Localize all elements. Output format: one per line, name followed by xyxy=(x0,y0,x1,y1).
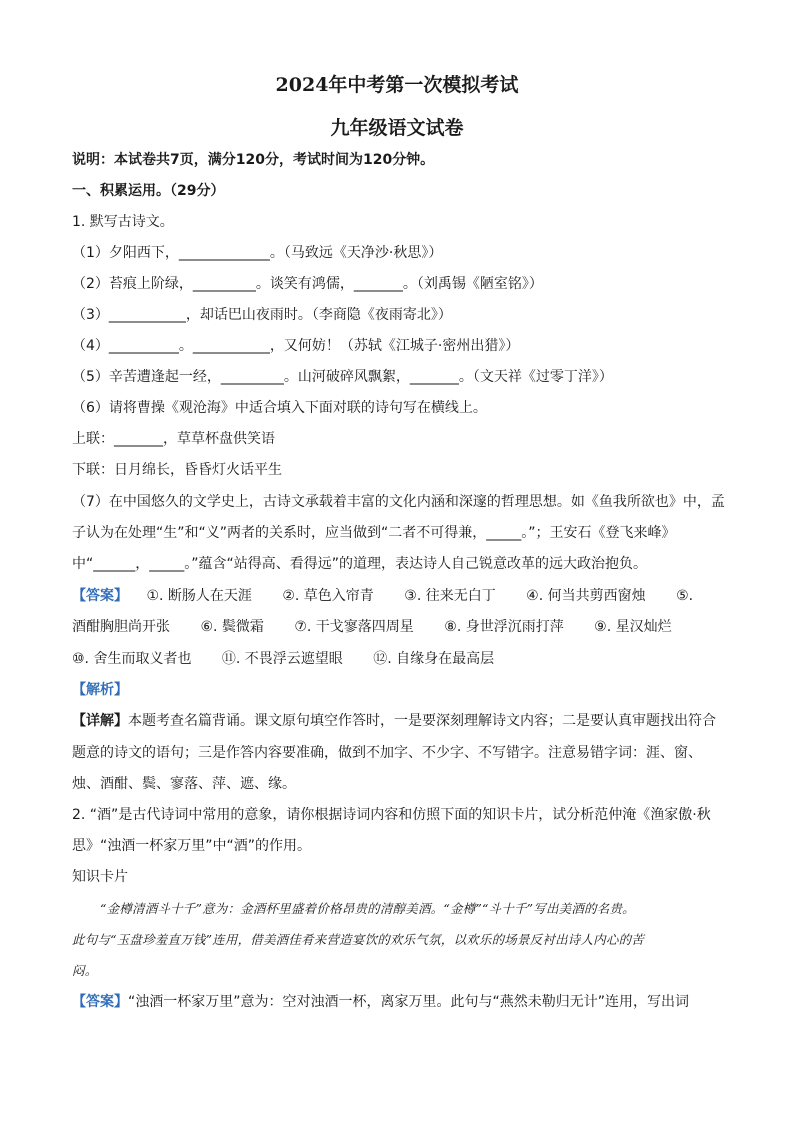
q1-line-7a: （7）在中国悠久的文学史上，古诗文承载着丰富的文化内涵和深邃的哲理思想。如《鱼我所欲也》中，孟 xyxy=(72,494,725,510)
knowledge-card-line-1: “金樽清酒斗十千”意为：金酒杯里盛着价格昂贵的清醇美酒。“金樽”“斗十千”写出美酒的名贵。 xyxy=(100,901,635,916)
q1-line-3: （3）___________，却话巴山夜雨时。（李商隐《夜雨寄北》） xyxy=(72,307,452,323)
q2-answer-text: “浊酒一杯家万里”意为：空对浊酒一杯，离家万里。此句与“燕然未勒归无计”连用，写出词 xyxy=(128,994,690,1010)
answer-item: ③. 往来无白丁 xyxy=(404,588,496,604)
detail-label: 【详解】 xyxy=(72,713,128,729)
answer-item: ⑫. 自缘身在最高层 xyxy=(373,651,495,667)
knowledge-card-title: 知识卡片 xyxy=(72,869,128,885)
q1-line-5: （5）辛苦遭逢起一经，_________。山河破碎风飘絮，_______。（文天祥《过零丁洋》） xyxy=(72,369,613,385)
answer-item: ⑤. xyxy=(676,588,694,604)
couplet-lower: 下联：日月绵长，昏昏灯火话平生 xyxy=(72,462,282,478)
answer-label: 【答案】 xyxy=(72,588,128,604)
q1-line-4: （4）__________。___________，又何妨！（苏轼《江城子·密州出猎》） xyxy=(72,338,520,354)
knowledge-card-line-2: 此句与“玉盘珍羞直万钱”连用，借美酒佳肴来营造宴饮的欢乐气氛，以欢乐的场景反衬出诗人内心的苦 xyxy=(72,932,644,947)
q1-line-7c: 中“______，_____。”蕴含“站得高、看得远”的道理，表达诗人自己锐意改革的远大政治抱负。 xyxy=(72,556,648,572)
q2-answer-line xyxy=(72,992,689,1012)
analysis-label: 【解析】 xyxy=(72,682,128,698)
answer-item: ⑦. 干戈寥落四周星 xyxy=(294,619,414,635)
answer-item: ⑨. 星汉灿烂 xyxy=(594,619,672,635)
q1-line-1: （1）夕阳西下，_____________。（马致远《天净沙·秋思》） xyxy=(72,245,443,261)
exam-note: 说明：本试卷共7页，满分120分，考试时间为120分钟。 xyxy=(72,152,435,168)
detail-text: 本题考查名篇背诵。课文原句填空作答时，一是要深刻理解诗文内容；二是要认真审题找出符合 xyxy=(128,713,716,729)
answer-item: ⑥. 鬓微霜 xyxy=(200,619,264,635)
exam-subtitle: 九年级语文试卷 xyxy=(330,117,464,139)
answer-row-2 xyxy=(72,617,672,637)
question-2-stem-2: 思》“浊酒一杯家万里”中“酒”的作用。 xyxy=(72,838,312,854)
q1-line-6: （6）请将曹操《观沧海》中适合填入下面对联的诗句写在横线上。 xyxy=(72,400,487,416)
q2-answer-label: 【答案】 xyxy=(72,994,128,1010)
q1-line-2: （2）苔痕上阶绿，_________。谈笑有鸿儒，_______。（刘禹锡《陋室铭》） xyxy=(72,276,543,292)
answer-item: ①. 断肠人在天涯 xyxy=(146,588,252,604)
detail-line-1 xyxy=(72,711,716,731)
answer-item: ②. 草色入帘青 xyxy=(282,588,374,604)
answer-row-3 xyxy=(72,649,494,669)
detail-line-2: 题意的诗文的语句；三是作答内容要准确，做到不加字、不少字、不写错字。注意易错字词：涯、窗、 xyxy=(72,745,702,761)
question-1-stem: 1. 默写古诗文。 xyxy=(72,214,174,230)
q1-line-7b: 子认为在处理“生”和“义”两者的关系时，应当做到“二者不可得兼，_____。”；王安石《登飞来峰》 xyxy=(72,525,676,541)
answer-item: ⑪. 不畏浮云遮望眼 xyxy=(221,651,343,667)
section-heading: 一、积累运用。（29分） xyxy=(72,183,225,199)
couplet-upper: 上联：_______，草草杯盘供笑语 xyxy=(72,431,275,447)
exam-title: 2024年中考第一次模拟考试 xyxy=(275,74,519,96)
answer-item: 酒酣胸胆尚开张 xyxy=(72,619,170,635)
answer-item: ⑧. 身世浮沉雨打萍 xyxy=(444,619,564,635)
detail-line-3: 烛、酒酣、鬓、寥落、萍、遮、缘。 xyxy=(72,776,296,792)
question-2-stem-1: 2. “酒”是古代诗词中常用的意象，请你根据诗词内容和仿照下面的知识卡片，试分析范仲淹《渔家傲·秋 xyxy=(72,807,711,823)
answer-item: ⑩. 舍生而取义者也 xyxy=(72,651,192,667)
answer-row-1 xyxy=(72,586,693,606)
answer-item: ④. 何当共剪西窗烛 xyxy=(526,588,646,604)
knowledge-card-line-3: 闷。 xyxy=(72,963,98,978)
